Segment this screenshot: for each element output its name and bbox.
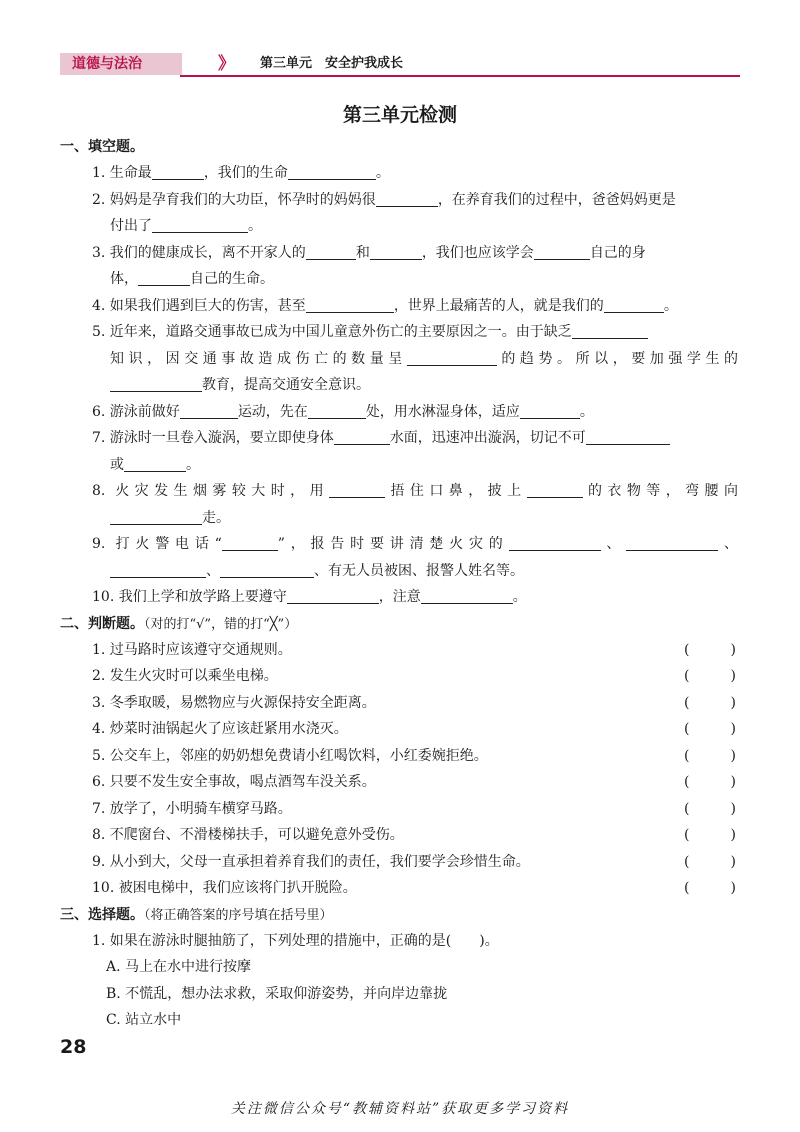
fill-question-5: 5. 近年来，道路交通事故已成为中国儿童意外伤亡的主要原因之一。由于缺乏 [62,319,742,346]
answer-blank[interactable] [334,428,390,445]
answer-blank[interactable] [138,269,190,286]
judge-note: （对的打“√”，错的打“╳”） [144,616,298,632]
judge-item-1: 1. 过马路时应该遵守交通规则。 ( ) [62,637,742,664]
fill-question-6: 6. 游泳前做好 运动，先在 处，用水淋湿身体，适应 。 [92,403,594,420]
answer-parentheses[interactable]: ( ) [684,668,736,684]
fill-question-3-cont: 体， 自己的生命。 [110,271,274,287]
worksheet-body [62,134,742,1034]
fill-question-10: 10. 我们上学和放学路上要遵守 ，注意 。 [92,589,527,605]
fill-question-1: 1. 生命最 ，我们的生命 。 [92,165,390,181]
choice-option-c[interactable]: C. 站立水中 [106,1012,182,1028]
answer-parentheses[interactable]: ( ) [684,641,736,658]
judge-item-10: 10. 被困电梯中，我们应该将门扒开脱险。 ( ) [62,875,742,902]
section-judge-heading: 二、判断题。（对的打“√”，错的打“╳”） [60,615,298,632]
page-number: 28 [60,1036,87,1058]
answer-blank[interactable] [520,402,580,419]
judge-item-5: 5. 公交车上，邻座的奶奶想免费请小红喝饮料，小红委婉拒绝。 ( ) [62,743,742,770]
fill-question-3: 3. 我们的健康成长，离不开家人的 和 ，我们也应该学会 自己的身 [92,244,646,261]
fill-question-2-cont: 付出了 。 [110,218,262,234]
answer-parentheses[interactable]: ( ) [684,774,736,790]
answer-parentheses[interactable]: ( ) [684,747,736,764]
answer-blank[interactable] [370,243,422,260]
page-header [60,50,740,76]
answer-blank[interactable] [110,508,202,525]
chevron-icon: 》 [218,54,232,74]
answer-blank[interactable] [407,349,497,366]
answer-blank[interactable] [527,481,583,498]
answer-blank[interactable] [124,455,186,472]
footer-note: 关注微信公众号“教辅资料站”获取更多学习资料 [230,1101,570,1117]
answer-blank[interactable] [626,534,718,551]
answer-parentheses[interactable]: ( ) [684,721,736,737]
answer-parentheses[interactable]: ( ) [684,880,736,896]
fill-question-8: 8. 火灾发生烟雾较大时，用 捂住口鼻，披上 的衣物等，弯腰向 [92,483,738,499]
answer-parentheses[interactable]: ( ) [684,694,736,711]
section-choice-heading: 三、选择题。（将正确答案的序号填在括号里） [60,906,333,923]
judge-item-3: 3. 冬季取暖，易燃物应与火源保持安全距离。 ( ) [62,690,742,717]
judge-item-4: 4. 炒菜时油锅起火了应该赶紧用水浇灭。 ( ) [62,716,742,743]
answer-blank[interactable] [308,402,366,419]
answer-blank[interactable] [152,163,204,180]
fill-question-5-cont2: 教育，提高交通安全意识。 [62,372,742,399]
choice-option-a[interactable]: A. 马上在水中进行按摩 [106,959,252,975]
answer-blank[interactable] [572,322,648,339]
fill-question-4: 4. 如果我们遇到巨大的伤害，甚至 ，世界上最痛苦的人，就是我们的 。 [92,297,678,314]
answer-parentheses[interactable]: ( ) [684,827,736,843]
judge-item-6: 6. 只要不发生安全事故，喝点酒驾车没关系。 ( ) [62,769,742,796]
choice-option-b[interactable]: B. 不慌乱，想办法求救，采取仰游姿势，并向岸边靠拢 [106,985,448,1002]
answer-blank[interactable] [509,534,601,551]
page-title: 第三单元检测 [342,104,457,126]
answer-blank[interactable] [180,402,238,419]
answer-blank[interactable] [288,163,376,180]
answer-blank[interactable] [329,481,385,498]
answer-parentheses[interactable]: ( ) [684,853,736,870]
choice-question-1: 1. 如果在游泳时腿抽筋了，下列处理的措施中，正确的是( )。 [92,932,499,949]
answer-blank[interactable] [376,190,438,207]
header-rule [180,75,740,77]
fill-question-9-cont: 、 、有无人员被困、报警人姓名等。 [62,558,742,585]
answer-blank[interactable] [110,561,206,578]
answer-blank[interactable] [534,243,590,260]
judge-item-9: 9. 从小到大，父母一直承担着养育我们的责任，我们要学会珍惜生命。 ( ) [62,849,742,876]
fill-question-7: 7. 游泳时一旦卷入漩涡，要立即使身体 水面，迅速冲出漩涡，切记不可 [62,425,742,452]
unit-title: 第三单元 安全护我成长 [260,56,404,71]
answer-blank[interactable] [306,296,394,313]
answer-blank[interactable] [306,243,356,260]
answer-blank[interactable] [604,296,664,313]
answer-blank[interactable] [287,587,379,604]
answer-blank[interactable] [110,375,202,392]
judge-item-7: 7. 放学了，小明骑车横穿马路。 ( ) [62,796,742,823]
answer-blank[interactable] [421,587,513,604]
answer-blank[interactable] [222,534,278,551]
fill-question-9: 9. 打火警电话“ ”，报告时要讲清楚火灾的 、 、 [92,536,739,552]
answer-blank[interactable] [220,561,314,578]
fill-question-7-cont: 或 。 [110,456,200,473]
section-fill-heading: 一、填空题。 [60,139,144,155]
fill-question-5-cont: 知识，因交通事故造成伤亡的数量呈 的趋势。所以，要加强学生的 [110,350,738,367]
judge-item-2: 2. 发生火灾时可以乘坐电梯。 ( ) [62,663,742,690]
fill-question-8-cont: 走。 [62,505,742,532]
subject-tab: 道德与法治 [60,53,182,75]
judge-item-8: 8. 不爬窗台、不滑楼梯扶手，可以避免意外受伤。 ( ) [62,822,742,849]
fill-question-2: 2. 妈妈是孕育我们的大功臣，怀孕时的妈妈很 ，在养育我们的过程中，爸爸妈妈更是 [92,191,676,208]
answer-blank[interactable] [586,428,670,445]
choice-note: （将正确答案的序号填在括号里） [144,907,333,923]
answer-parentheses[interactable]: ( ) [684,800,736,817]
answer-blank[interactable] [152,216,248,233]
